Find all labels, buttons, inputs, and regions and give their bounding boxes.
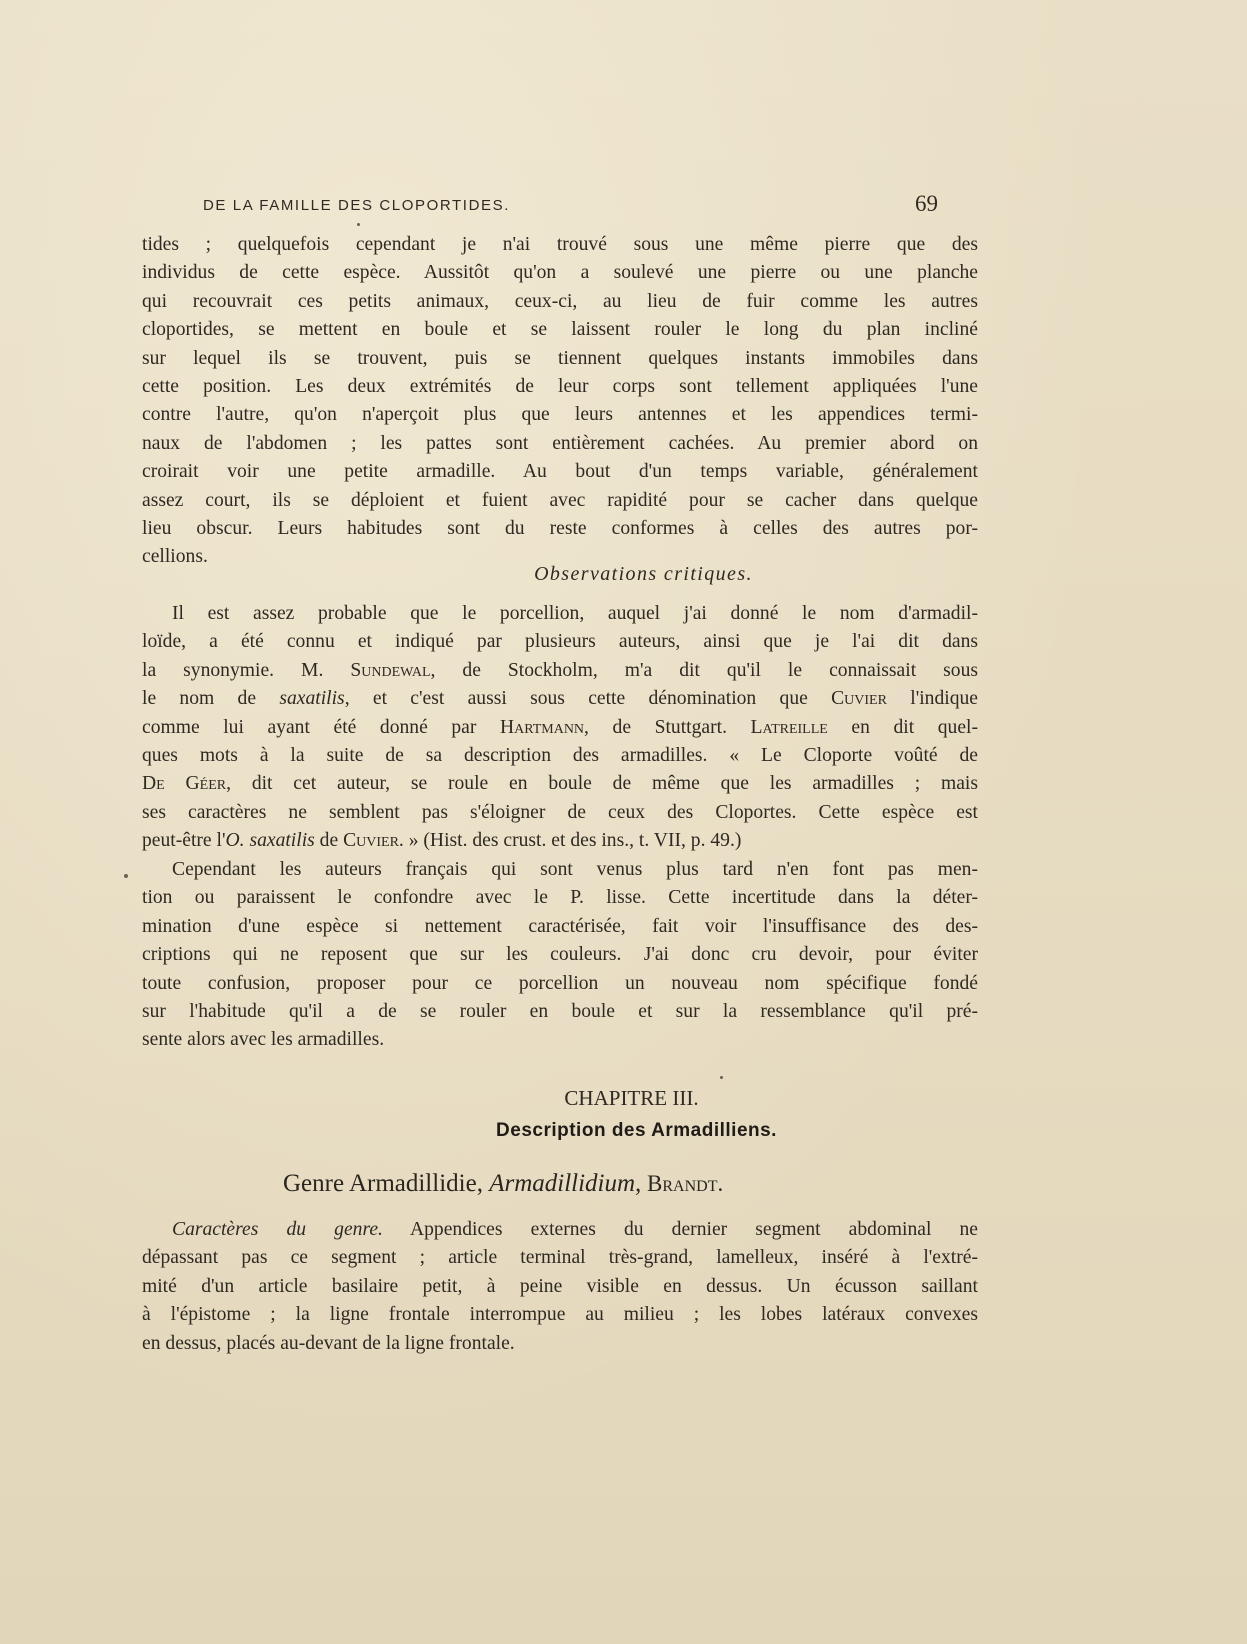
running-head [0, 191, 1247, 221]
author-name: De Géer [142, 773, 227, 795]
text-line: cellions. [142, 546, 208, 568]
text-line: sente alors avec les armadilles. [142, 1029, 385, 1051]
text-run: peut-être l' [142, 830, 226, 852]
author-name: Cuvier [343, 830, 399, 852]
chapter-subtitle: Description des Armadilliens. [496, 1120, 777, 1141]
text-line: individus de cette espèce. Aussitôt qu'on a soulevé une pierre ou une planche [142, 262, 978, 284]
text-run: l'indique [886, 688, 978, 710]
species-name: saxatilis [279, 688, 345, 710]
author-name: Latreille [750, 716, 828, 738]
text-line: ses caractères ne semblent pas s'éloigner de ceux des Cloportes. Cette espèce est [142, 801, 978, 823]
text-line [142, 714, 978, 742]
text-line: mité d'un article basilaire petit, à peine visible en dessus. Un écusson saillant [142, 1275, 978, 1297]
paragraph-genus-characters [142, 1216, 978, 1358]
text-line: Cependant les auteurs français qui sont venus plus tard n'en font pas men- [172, 859, 978, 880]
text-run: Appendices externes du dernier segment abdominal ne [382, 1219, 978, 1240]
genus-latin-name: Armadillidium, [489, 1170, 642, 1197]
ink-speck [720, 1076, 723, 1079]
text-run: . » (Hist. des crust. et des ins., t. VII, p. 49.) [398, 830, 742, 852]
text-run: , et c'est aussi sous cette dénomination que [344, 688, 832, 710]
text-line: tion ou paraissent le confondre avec le P. lisse. Cette incertitude dans la déter- [142, 887, 978, 909]
genus-prefix: Genre Armadillidie, [283, 1170, 490, 1197]
paragraph-new-name [142, 856, 978, 1055]
text-line [142, 685, 978, 713]
text-line: Il est assez probable que le porcellion, auquel j'ai donné le nom d'armadil- [172, 603, 978, 624]
text-line: cloportides, se mettent en boule et se laissent rouler le long du plan incliné [142, 319, 978, 341]
text-run: , de Stuttgart. [584, 716, 751, 738]
text-line: toute confusion, proposer pour ce porcellion un nouveau nom spécifique fondé [142, 972, 978, 994]
author-name: Cuvier [831, 688, 887, 710]
genus-heading [283, 1170, 723, 1198]
chapter-title: CHAPITRE III. [564, 1086, 699, 1110]
text-line: naux de l'abdomen ; les pattes sont entièrement cachées. Au premier abord on [142, 432, 978, 454]
text-line: contre l'autre, qu'on n'aperçoit plus que leurs antennes et les appendices termi- [142, 404, 978, 426]
text-line: lieu obscur. Leurs habitudes sont du reste conformes à celles des autres por- [142, 517, 978, 539]
paragraph-lead: Caractères du genre. [172, 1219, 383, 1240]
text-line: mination d'une espèce si nettement caractérisée, fait voir l'insuffisance des des- [142, 915, 978, 937]
text-line [142, 1216, 978, 1244]
paragraph-habits [142, 231, 978, 572]
text-run: la synonymie. M. [142, 659, 351, 681]
text-run: en dit quel- [827, 716, 978, 738]
text-run: de [314, 830, 344, 852]
text-run: le nom de [142, 688, 280, 710]
text-line: cette position. Les deux extrémités de leur corps sont tellement appliquées l'une [142, 375, 978, 397]
paragraph-synonymy [142, 600, 978, 856]
text-line [142, 827, 978, 855]
text-line: sur l'habitude qu'il a de se rouler en boule et sur la ressemblance qu'il pré- [142, 1000, 978, 1022]
author-name: Hartmann [499, 716, 585, 738]
text-line: loïde, a été connu et indiqué par plusieurs auteurs, ainsi que je l'ai dit dans [142, 631, 978, 653]
page-number: 69 [915, 191, 938, 216]
running-title: DE LA FAMILLE DES CLOPORTIDES. [203, 197, 510, 214]
genus-author: Brandt. [641, 1171, 724, 1196]
observations-heading: Observations critiques. [534, 563, 753, 585]
text-line: tides ; quelquefois cependant je n'ai trouvé sous une même pierre que des [142, 234, 978, 255]
text-line: qui recouvrait ces petits animaux, ceux-ci, au lieu de fuir comme les autres [142, 290, 978, 312]
text-line [142, 770, 978, 798]
text-run: , dit cet auteur, se roule en boule de même que les armadilles ; mais [226, 773, 978, 795]
text-line: sur lequel ils se trouvent, puis se tiennent quelques instants immobiles dans [142, 347, 978, 369]
text-line: assez court, ils se déploient et fuient avec rapidité pour se cacher dans quelque [142, 489, 978, 511]
text-line [142, 657, 978, 685]
text-line: croirait voir une petite armadille. Au bout d'un temps variable, généralement [142, 461, 978, 483]
text-run: comme lui ayant été donné par [142, 716, 500, 738]
ink-speck [124, 874, 128, 878]
text-line: criptions qui ne reposent que sur les couleurs. J'ai donc cru devoir, pour éviter [142, 944, 978, 966]
text-line: en dessus, placés au-devant de la ligne frontale. [142, 1332, 515, 1354]
text-line: dépassant pas ce segment ; article terminal très-grand, lamelleux, inséré à l'extré- [142, 1247, 978, 1269]
author-name: Sundewal [350, 659, 431, 681]
text-line: ques mots à la suite de sa description des armadilles. « Le Cloporte voûté de [142, 744, 978, 766]
text-line: à l'épistome ; la ligne frontale interrompue au milieu ; les lobes latéraux convexes [142, 1304, 978, 1326]
species-name: O. saxatilis [225, 830, 315, 852]
ink-speck [357, 223, 360, 226]
text-run: , de Stockholm, m'a dit qu'il le connaissait sous [430, 659, 978, 681]
